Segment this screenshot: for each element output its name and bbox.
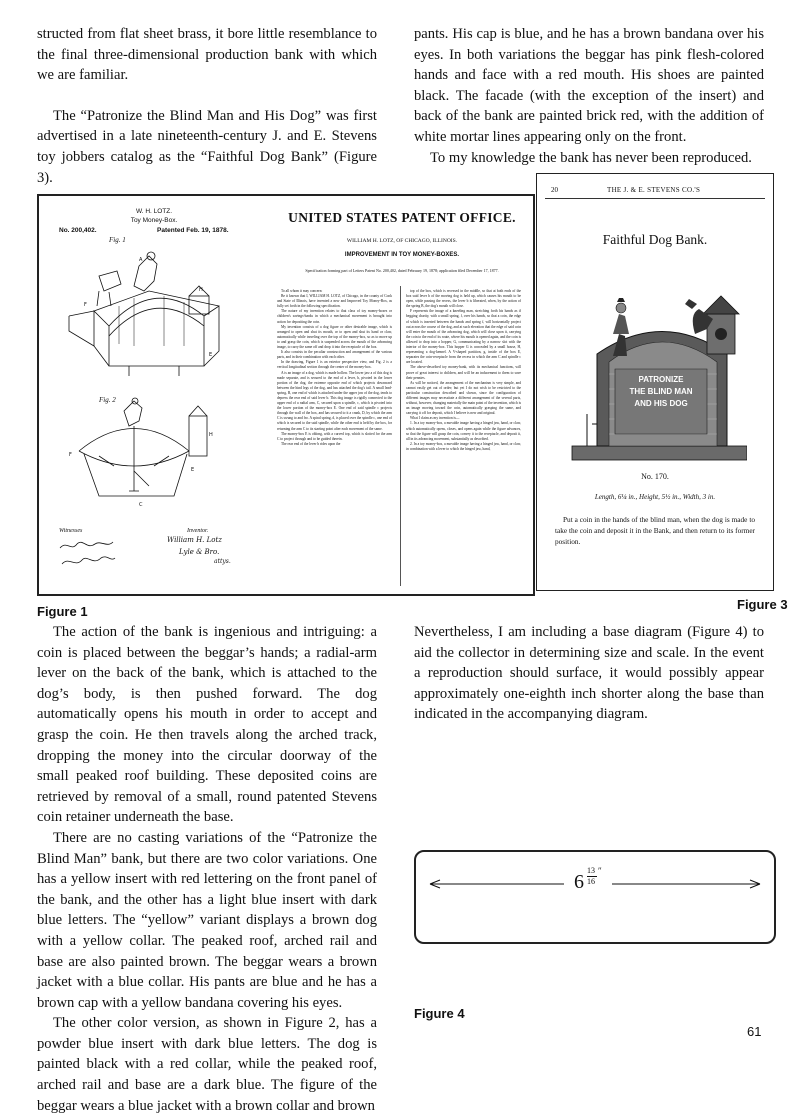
svg-text:F: F: [69, 452, 72, 458]
attorneys-abbrev: attys.: [214, 558, 231, 565]
svg-text:H: H: [209, 432, 213, 438]
catalog-rule: [545, 198, 765, 199]
top-left-column: [37, 24, 377, 188]
svg-text:E: E: [191, 467, 195, 473]
patent-text-column-right: [406, 289, 521, 589]
figure-4-caption: Figure 4: [414, 1006, 465, 1021]
patent-paragraph: The rear end of the lever b rides upon the: [281, 441, 341, 446]
dimension-unit: ″: [598, 866, 602, 876]
base-diagram: [414, 850, 776, 944]
svg-text:F: F: [84, 302, 87, 308]
witness-signatures: [57, 536, 117, 576]
bottom-left-column: [37, 622, 377, 1116]
patent-paragraph: Be it known that I, WILLIAM H. LOTZ, of Chicago, in the county of Cook and State of Illinois, have invented a new and Improved Toy Money-Box, as fully set forth in the following specification.: [277, 294, 392, 309]
svg-text:H: H: [199, 287, 203, 293]
bank-illustration: [567, 274, 747, 464]
figure-3-caption: Figure 3: [737, 597, 788, 612]
svg-text:A: A: [139, 257, 143, 263]
patent-paragraph: What I claim as my invention is—: [410, 416, 460, 421]
patent-paragraph: To all whom it may concern:: [281, 289, 323, 293]
patent-drawing-fig1: [39, 236, 269, 396]
patent-paragraph: 2. In a toy money-box, a movable image having a hinged jaw, hand, or claw, in combination with a lever to which the hinged jaw, hand,: [406, 441, 521, 451]
paragraph: pants. His cap is blue, and he has a brown bandana over his eyes. In both variations the beggar has pink flesh-colored hands and face with a red mouth. His shoes are painted black. The facade (with the exception of the insert) and back of the bank are painted brick red, with the addition of white mortar lines appearing only on the front.: [414, 26, 764, 145]
inventor-label: Inventor.: [187, 528, 209, 534]
svg-text:C: C: [139, 502, 143, 508]
bank-lettering-line-3: AND HIS DOG: [634, 399, 688, 408]
page-number: 61: [747, 1024, 762, 1039]
patent-paragraph: The nature of my invention relates to that class of toy money-boxes or children's savings-banks in which a mechanical movement is brought into action for depositing the coin.: [277, 309, 392, 324]
paragraph: Nevertheless, I am including a base diagram (Figure 4) to aid the collector in determining size and scale. In the event a reproduction should surface, it would possibly appear approximately one-eighth inch shorter along the base than indicated in the accompanying diagram.: [414, 624, 764, 723]
dimension-numerator: 13: [587, 866, 595, 875]
patent-paragraph: A is an image of a dog, which is made hollow. The lower jaw a of this dog is made separate, and is secured to the end of a lever, b, pivoted in the lower portion of the dog, the extreme opposite end of which projects downward between the hind legs of the dog, and has attached the dog's tail. A small lead-spring, B, one end of which is attached under the upper jaw of the dog, tends to depress the rear end of said lever b. This dog image is rigidly connected to the upper end of a radial arm, C, secured upon a spindle, c, which is pivoted into the lower portion of the money-box E. One end of said spindle c projects through the wall of the box, and has secured to it a crank, D, by which the arm C is swung to and fro. A spiral spring, d, is placed over the spindle c, one end of which is secured to the said spindle, while the other end is held by the box, for returning the arm C to its starting point after each movement of the same.: [277, 370, 392, 431]
patent-office-title: UNITED STATES PATENT OFFICE.: [288, 210, 516, 225]
catalog-page-number: 20: [551, 186, 558, 194]
patent-paragraph: It also consists in the peculiar construction and arrangement of the various parts, and in their combination with each other.: [277, 350, 392, 360]
figure-1-caption: Figure 1: [37, 604, 88, 619]
attorneys-signature: Lyle & Bro.: [179, 548, 220, 556]
column-divider: [400, 286, 401, 586]
paragraph: The other color version, as shown in Figure 2, has a powder blue insert with dark blue letters. The dog is painted black with a red collar, while the peaked roof, arched rail and base are a dark blue. The figure of the beggar wears a blue jacket with a brown collar and brown: [37, 1015, 377, 1114]
paragraph: The action of the bank is ingenious and intriguing: a coin is placed between the beggar’s hands; a radial-arm lever on the back of the bank, which is attached to the dog’s body, is then pushed forward. The dog automatically opens his mouth in order to accept and grasp the coin. He then travels along the arched track, dropping the money into the circular doorway of the small peaked roof building. These deposited coins are retrieved by removal of a small, round patented Stevens coin retainer underneath the base.: [37, 624, 377, 826]
catalog-item-number: No. 170.: [641, 472, 669, 481]
patent-specification: [277, 196, 527, 594]
patent-inventor: W. H. LOTZ.: [135, 208, 173, 215]
patent-paragraph: The money-box E is oblong, with a curved top, which is slotted for the arm C to project through and to be guided therein.: [277, 431, 392, 441]
catalog-title: Faithful Dog Bank.: [602, 232, 708, 247]
bottom-right-column: [414, 622, 764, 725]
paragraph: To my knowledge the bank has never been reproduced.: [430, 149, 752, 166]
catalog-header: THE J. & E. STEVENS CO.'S: [607, 186, 701, 194]
catalog-dimensions: Length, 6¼ in., Height, 5½ in., Width, 3 in.: [594, 493, 716, 501]
patent-byline: WILLIAM H. LOTZ, OF CHICAGO, ILLINOIS.: [346, 238, 458, 244]
patent-paragraph: The above-described toy money-bank, with its mechanical functions, will prove of great interest to children, and will be an inducement to them to save their pennies.: [406, 365, 521, 380]
fig-label: Fig. 1: [109, 236, 126, 244]
patent-date: Patented Feb. 19, 1878.: [157, 227, 229, 234]
patent-drawing-fig2: [39, 396, 269, 516]
patent-drawing-sheet: [39, 196, 269, 594]
top-right-column: [414, 24, 764, 168]
patent-figure: [37, 194, 535, 596]
paragraph: structed from flat sheet brass, it bore little resemblance to the final three-dimensional production bank with which we are familiar.: [37, 26, 377, 84]
paragraph: There are no casting variations of the “Patronize the Blind Man” bank, but there are two color variations. One has a yellow insert with red lettering on the front panel of the bank, and the other has a light blue insert with dark blue letters. The “yellow” variant displays a brown dog with a yellow collar. The peaked roof, arched rail and base are also painted brown. The beggar wears a brown jacket with a blue collar. His pants are blue and he has a brown cap with a yellow bandana covering his eyes.: [37, 829, 377, 1011]
patent-text-column-left: [277, 289, 392, 589]
patent-paragraph: In the drawing, Figure 1 is an exterior perspective view, and Fig. 2 is a vertical longitudinal section through the center of the money-box.: [277, 360, 392, 370]
patent-paragraph: As will be noticed, the arrangement of the mechanism is very simple, and cannot easily get out of order; but yet I do not wish to be restricted to the particular construction described and shown, since the configuration of different images may necessitate a different arrangement of the several parts, without, however, changing materially the main point of the invention, which is an image moving toward the coin, automatically grasping the same, and carrying it off for deposit, which I believe is new and original.: [406, 380, 521, 416]
patent-paragraph: top of the box, which is recessed in the middle, so that at both ends of the box said lever b of the moving dog is held up, which causes his mouth to be open, while passing the recess, the lever b is liberated, when, by the action of the spring B, the dog's mouth will close.: [406, 289, 521, 309]
fig-label: Fig. 2: [99, 396, 116, 404]
dimension-whole: 6: [574, 871, 584, 893]
bank-lettering-line-2: THE BLIND MAN: [629, 387, 693, 396]
witnesses-label: Witnesses: [59, 528, 83, 534]
patent-improvement: IMPROVEMENT IN TOY MONEY-BOXES.: [344, 252, 460, 258]
svg-text:E: E: [209, 352, 213, 358]
patent-device: Toy Money-Box.: [130, 217, 178, 224]
patent-paragraph: My invention consists of a dog figure or other desirable image, which is arranged to open and shut its mouth, or to open and shut its hand or claw, automatically while traveling over the top of the money-box, so as to move up to and grasp the coin, which is suspended across the mouth of the advancing image, to carry the same off and drop it into the receptacle of the box.: [277, 324, 392, 350]
catalog-description: Put a coin in the hands of the blind man, when the dog is made to take the coin and deposit it in the Bank, and then return to its former position.: [555, 515, 755, 546]
dimension-arrow: [416, 852, 774, 942]
catalog-figure: [536, 173, 774, 591]
paragraph: The “Patronize the Blind Man and His Dog” was first advertised in a late nineteenth-century J. and E. Stevens toy jobbers catalog as the “Faithful Dog Bank” (Figure 3).: [37, 107, 377, 186]
patent-paragraph: F represents the image of a kneeling man, stretching forth his hands as if begging charity, with a small spring, f, over his hands, so that a coin, the edge of which is inserted between the hands and spring f, will horizontally project out across the course of the dog, and at such elevation that the edge of said coin will enter the mouth of the advancing dog, which will close upon it, carrying the coin to the end of its route, where his mouth is opened again, and the coin is allowed to drop into a hopper, G, communicating by a narrow slot with the interior of the money-box. This hopper G is concealed by a small house, H, representing a dog-kennel. A V-shaped partition, g, inside of the box E, separates the coin-receptacle from the recess in which the arm C and spindle c are located.: [406, 309, 521, 365]
patent-number: No. 200,402.: [59, 227, 97, 234]
bank-lettering-line-1: PATRONIZE: [638, 375, 684, 384]
dimension-denominator: 16: [587, 877, 595, 886]
patent-spec-line: Specification forming part of Letters Patent No. 200,402, dated February 19, 1878; application filed December 17, 1877.: [305, 268, 499, 273]
patent-paragraph: 1. In a toy money-box, a movable image having a hinged jaw, hand, or claw, which automatically opens, closes, and opens again while the figure advances, so that the figure will grasp the coin, convey it to the receptacle, and deposit it, all in its advancing movement, substantially as described.: [406, 421, 521, 441]
inventor-signature: William H. Lotz: [167, 536, 222, 544]
